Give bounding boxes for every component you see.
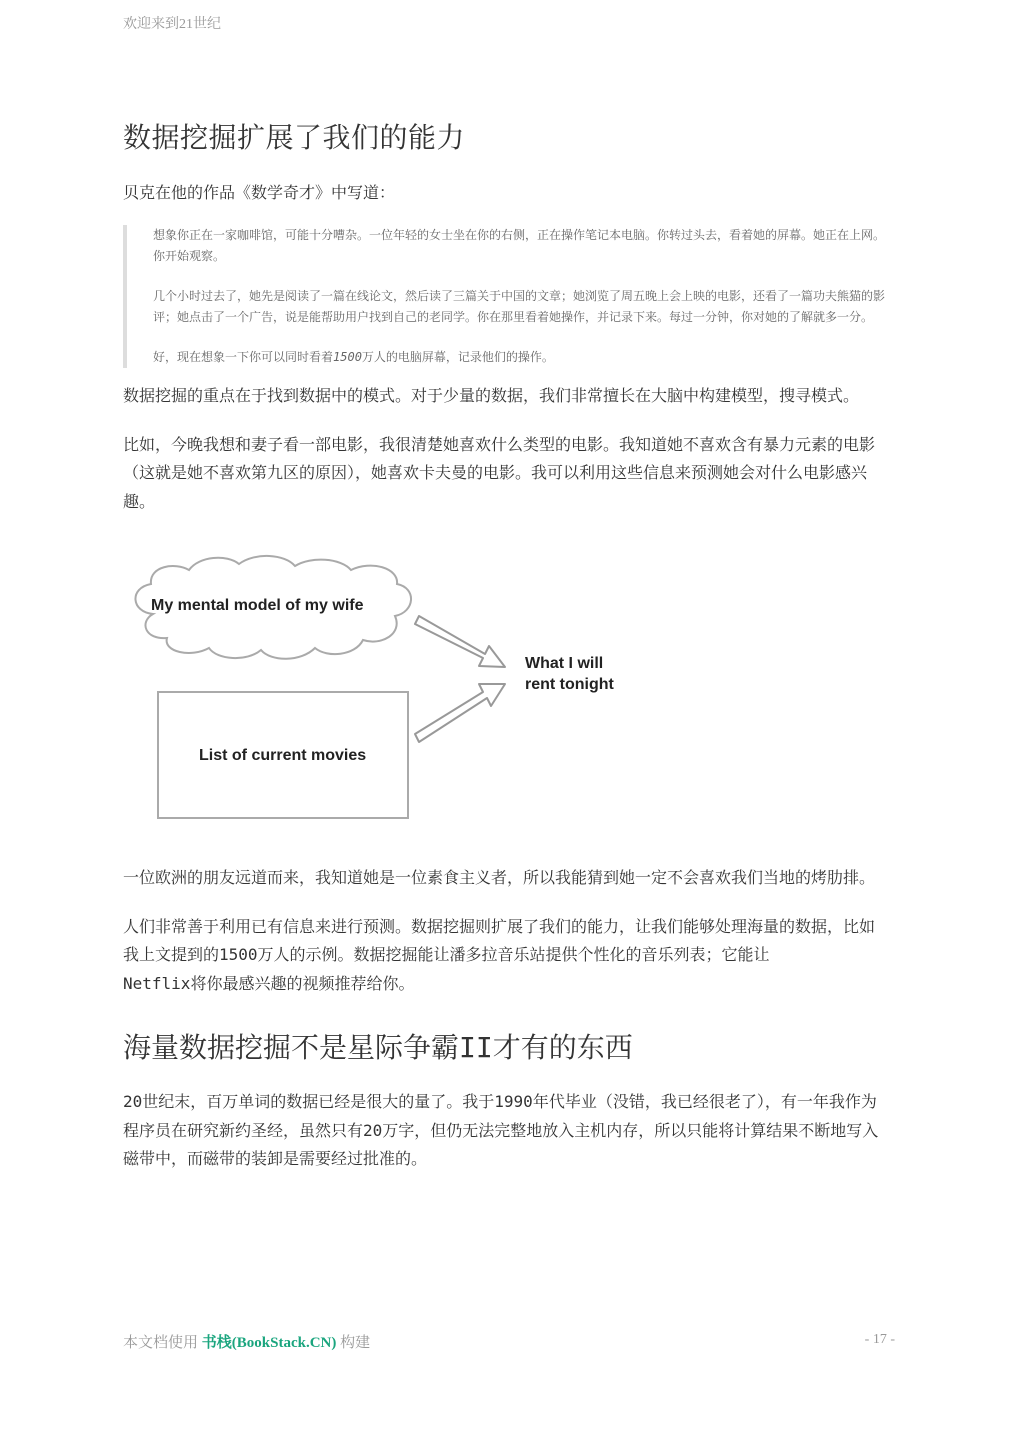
mental-model-diagram	[123, 554, 643, 834]
quote-paragraph-2: 几个小时过去了，她先是阅读了一篇在线论文，然后读了三篇关于中国的文章；她浏览了周五晚上会上映的电影，还看了一篇功夫熊猫的影评；她点击了一个广告，说是能帮助用户找到自己的老同学。你在那里看着她操作，并记录下来。每过一分钟，你对她的了解就多一分。	[153, 289, 886, 324]
box-label: List of current movies	[199, 747, 367, 764]
prediction-text-1: 人们非常善于利用已有信息来进行预测。数据挖掘则扩展了我们的能力，让我们能够处理海量的数据，比如我上文提到的	[123, 916, 876, 964]
footer-suffix: 构建	[336, 1335, 371, 1351]
quote-p3-after: 万人的电脑屏幕，记录他们的操作。	[361, 350, 554, 364]
section-title: 数据挖掘扩展了我们的能力	[123, 121, 466, 154]
result-line-2: rent tonight	[525, 676, 614, 693]
netflix-word: Netflix	[123, 973, 191, 993]
quote-p3-number: 1500	[333, 350, 362, 364]
history-text-1: 世纪末，百万单词的数据已经是很大的量了。我于	[142, 1092, 495, 1111]
prediction-text-2: 万人的示例。数据挖掘能让潘多拉音乐站提供个性化的音乐列表；它能让	[257, 945, 770, 964]
result-line-1: What I will	[525, 655, 604, 672]
prediction-text-3: 将你最感兴趣的视频推荐给你。	[190, 973, 415, 993]
running-header: 欢迎来到21世纪	[123, 17, 221, 32]
quote-paragraph-1: 想象你正在一家咖啡馆，可能十分嘈杂。一位年轻的女士坐在你的右侧，正在操作笔记本电脑。你转过头去，看着她的屏幕。她正在上网。你开始观察。	[153, 228, 886, 263]
prediction-number: 1500	[219, 945, 258, 964]
body-paragraph-patterns: 数据挖掘的重点在于找到数据中的模式。对于少量的数据，我们非常擅长在大脑中构建模型，搜寻模式。	[123, 386, 860, 405]
footer-prefix: 本文档使用	[123, 1335, 202, 1351]
history-num-1: 20	[123, 1092, 143, 1111]
footer-credit	[123, 1331, 370, 1352]
page-number: - 17 -	[864, 1332, 895, 1347]
intro-paragraph: 贝克在他的作品《数学奇才》中写道：	[123, 183, 396, 202]
cloud-label: My mental model of my wife	[151, 597, 364, 614]
body-paragraph-prediction	[123, 913, 889, 999]
quote-paragraph-3	[153, 347, 889, 368]
body-paragraph-friend: 一位欧洲的朋友远道而来，我知道她是一位素食主义者，所以我能猜到她一定不会喜欢我们当地的烤肋排。	[123, 868, 876, 887]
quote-block	[123, 225, 889, 368]
page-content	[123, 118, 889, 1174]
body-paragraph-movie: 比如，今晚我想和妻子看一部电影，我很清楚她喜欢什么类型的电影。我知道她不喜欢含有暴力元素的电影（这就是她不喜欢第九区的原因），她喜欢卡夫曼的电影。我可以利用这些信息来预测她会对什么电影感兴趣。	[123, 434, 876, 511]
history-text-2: 年代毕业（没错，我已经很老了），有一年我作为程序员在研究新约圣经，虽然只有	[123, 1092, 877, 1140]
history-num-2: 1990	[494, 1092, 533, 1111]
arrow-from-box	[415, 684, 505, 742]
history-text-3: 万字，但仍无法完整地放入主机内存，所以只能将计算结果不断地写入磁带中，而磁带的装卸是需要经过批准的。	[123, 1120, 879, 1168]
section2-title-roman: II	[459, 1031, 493, 1064]
body-paragraph-history	[123, 1088, 889, 1174]
section2-title-part1: 海量数据挖掘不是星际争霸	[123, 1031, 460, 1064]
section2-title-part2: 才有的东西	[492, 1031, 633, 1064]
arrow-from-cloud	[415, 616, 505, 667]
footer-brand-link[interactable]: 书栈(BookStack.CN)	[201, 1335, 337, 1351]
section-title-2	[123, 1028, 889, 1068]
history-num-3: 20	[363, 1120, 383, 1140]
quote-p3-before: 好，现在想象一下你可以同时看着	[153, 350, 334, 364]
